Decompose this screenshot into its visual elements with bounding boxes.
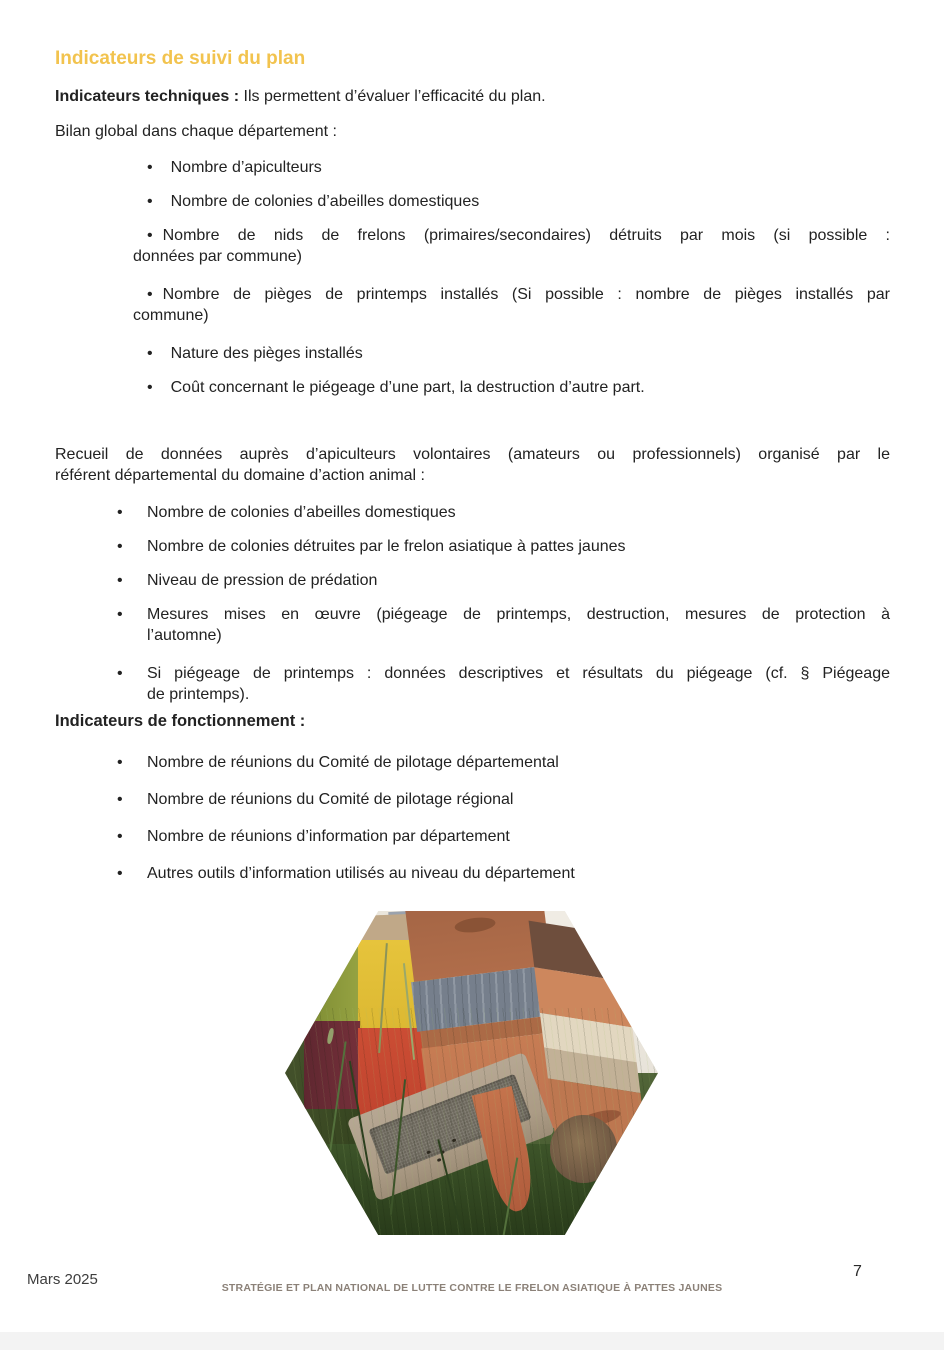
list-item [147,191,890,212]
section-heading: Indicateurs de suivi du plan [55,48,306,69]
subsection-heading: Indicateurs de fonctionnement : [55,712,306,730]
list-item [115,536,890,557]
list-item-text: Nombre de colonies d’abeilles domestiques [147,504,456,521]
list-item-text: Nature des pièges installés [170,345,363,362]
paragraph-bilan: Bilan global dans chaque département : [55,123,337,140]
bullet-icon: • [117,754,123,771]
bullet-list-recueil [115,502,890,722]
page-number: 7 [853,1263,862,1280]
bullet-icon: • [147,193,153,210]
list-item [115,789,890,810]
bullet-icon: • [117,572,123,589]
list-item-text: Nombre de nids de frelons (primaires/secondaires) détruits par mois (si possible : [162,227,890,244]
list-item-text: Nombre de pièges de printemps installés (Si possible : nombre de pièges installés par [162,286,890,303]
list-item [115,663,890,705]
list-item [115,502,890,523]
list-item-text: Niveau de pression de prédation [147,572,378,589]
paragraph-line: référent départemental du domaine d’action animal : [55,467,425,484]
list-item-text: Nombre de réunions du Comité de pilotage départemental [147,754,559,771]
paragraph-bold-lead: Indicateurs techniques : [55,88,240,105]
list-item-text: Nombre de réunions d’information par département [147,828,510,845]
list-item [133,284,890,326]
list-item [115,752,890,773]
paragraph-line: Recueil de données auprès d’apiculteurs volontaires (amateurs ou professionnels) organisé par le [55,446,890,463]
list-item-text: Nombre de colonies d’abeilles domestiques [170,193,480,210]
list-item [115,570,890,591]
paragraph-text: Ils permettent d’évaluer l’efficacité du plan. [239,88,546,105]
list-item-text: Nombre de réunions du Comité de pilotage régional [147,791,514,808]
list-item [115,863,890,884]
bullet-icon: • [147,227,153,244]
list-item [115,826,890,847]
bullet-icon: • [117,504,123,521]
footer-document-title: STRATÉGIE ET PLAN NATIONAL DE LUTTE CONTRE LE FRELON ASIATIQUE À PATTES JAUNES [221,1282,723,1294]
bullet-icon: • [117,538,123,555]
list-item-text: Nombre de colonies détruites par le frelon asiatique à pattes jaunes [147,538,626,555]
list-item-line: Mesures mises en œuvre (piégeage de printemps, destruction, mesures de protection à [147,606,890,623]
list-item [133,225,890,267]
list-item-line: commune) [133,307,209,324]
bullet-icon: • [117,791,123,808]
list-item-line: de printemps). [147,686,250,703]
list-item-line: l’automne) [147,627,222,644]
bullet-list-fonctionnement [115,752,890,900]
bullet-icon: • [117,865,123,882]
paragraph-recueil [55,444,890,486]
bullet-icon: • [147,379,153,396]
footer-date: Mars 2025 [27,1271,98,1288]
bottom-bar [0,1332,944,1350]
list-item-text: Autres outils d’information utilisés au niveau du département [147,865,575,882]
list-item-line: Si piégeage de printemps : données descriptives et résultats du piégeage (cf. § Piégeage [147,665,890,682]
bullet-icon: • [147,286,153,303]
photo-grass-texture [285,1008,658,1235]
list-item-text: Nombre d’apiculteurs [170,159,322,176]
list-item-line [133,284,890,305]
list-item [147,377,890,398]
paragraph-indicateurs-techniques [55,86,546,108]
bullet-icon: • [117,828,123,845]
list-item [147,157,890,178]
list-item-line: données par commune) [133,248,302,265]
bullet-icon: • [117,606,123,623]
bullet-icon: • [117,665,123,682]
list-item [115,604,890,646]
bullet-list-bilan [133,157,890,411]
bullet-icon: • [147,159,153,176]
list-item-line [133,225,890,246]
list-item [147,343,890,364]
list-item-text: Coût concernant le piégeage d’une part, la destruction d’autre part. [170,379,645,396]
bullet-icon: • [147,345,153,362]
beehive-photo [285,911,658,1235]
